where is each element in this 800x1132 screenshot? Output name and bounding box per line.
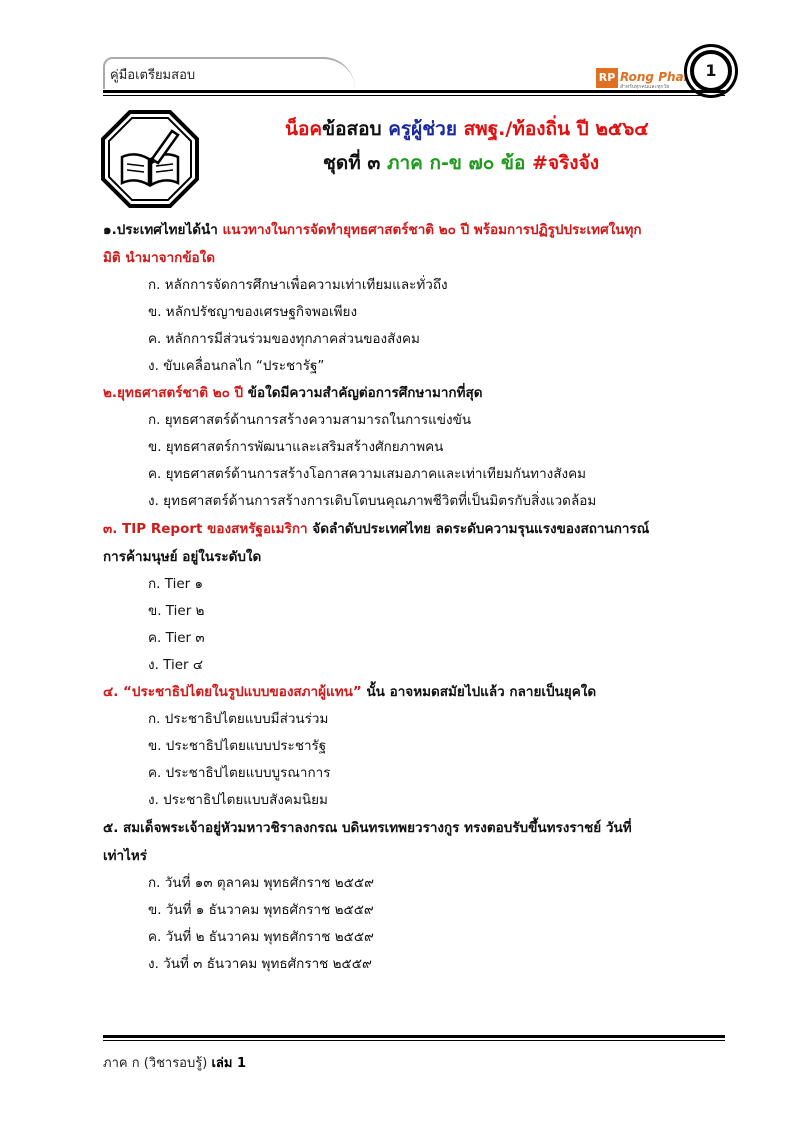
footer-rule bbox=[103, 1035, 725, 1038]
question-highlight: ๒.ยุทธศาสตร์ชาติ ๒๐ ปี bbox=[103, 385, 244, 401]
title-set: ชุดที่ ๓ bbox=[323, 152, 387, 174]
option: ง. ประชาธิปไตยแบบสังคมนิยม bbox=[148, 792, 328, 808]
option: ค. วันที่ ๒ ธันวาคม พุทธศักราช ๒๕๕๙ bbox=[148, 929, 374, 945]
question-highlight: ๓. TIP Report ของสหรัฐอเมริกา bbox=[103, 521, 308, 537]
book-pencil-icon bbox=[100, 109, 200, 209]
option: ก. ประชาธิปไตยแบบมีส่วนร่วม bbox=[148, 711, 329, 727]
header-rule-thin bbox=[103, 95, 725, 96]
footer bbox=[103, 1052, 246, 1073]
logo-mark: RP bbox=[596, 68, 618, 88]
question-text: จัดลำดับประเทศไทย ลดระดับความรุนแรงของสถานการณ์ bbox=[307, 521, 650, 537]
logo-tagline: สำหรับทุกคนและทุกวัย bbox=[620, 84, 670, 90]
title-line-2 bbox=[323, 148, 599, 178]
option: ค. ยุทธศาสตร์ด้านการสร้างโอกาสความเสมอภาคและเท่าเทียมกันทางสังคม bbox=[148, 466, 587, 482]
question-1 bbox=[103, 218, 642, 240]
header-rule bbox=[103, 90, 725, 93]
option: ง. ขับเคลื่อนกลไก “ประชารัฐ” bbox=[148, 358, 325, 374]
title-line-1 bbox=[285, 114, 649, 144]
option: ข. Tier ๒ bbox=[148, 603, 205, 619]
question-3-cont bbox=[103, 545, 261, 567]
option: ก. Tier ๑ bbox=[148, 576, 204, 592]
question-highlight: แนวทางในการจัดทำยุทธศาสตร์ชาติ ๒๐ ปี พร้อมการปฏิรูปประเทศในทุก bbox=[222, 222, 642, 238]
footer-text: ภาค ก (วิชารอบรู้) bbox=[103, 1056, 212, 1071]
option: ง. ยุทธศาสตร์ด้านการสร้างการเติบโตบนคุณภาพชีวิตที่เป็นมิตรกับสิ่งแวดล้อม bbox=[148, 493, 597, 509]
option: ค. ประชาธิปไตยแบบบูรณาการ bbox=[148, 765, 331, 781]
title-hashtag: #จริงจัง bbox=[532, 152, 599, 174]
option: ข. ประชาธิปไตยแบบประชารัฐ bbox=[148, 738, 327, 754]
question-2 bbox=[103, 381, 483, 403]
footer-volume: เล่ม 1 bbox=[211, 1056, 246, 1071]
question-5 bbox=[103, 816, 632, 838]
footer-rule-thin bbox=[103, 1040, 725, 1041]
option: ค. Tier ๓ bbox=[148, 630, 205, 646]
title-items: ข้อ bbox=[494, 152, 533, 174]
option: ง. Tier ๔ bbox=[148, 657, 204, 673]
option: ข. วันที่ ๑ ธันวาคม พุทธศักราช ๒๕๕๙ bbox=[148, 902, 374, 918]
page-number: 1 bbox=[690, 50, 732, 92]
question-5-cont bbox=[103, 844, 147, 866]
question-text: ๕. สมเด็จพระเจ้าอยู่หัวมหาวชิราลงกรณ บดินทรเทพยวรางกูร ทรงตอบรับขึ้นทรงราชย์ วันที่ bbox=[103, 820, 632, 836]
question-4 bbox=[103, 680, 596, 702]
option: ค. หลักการมีส่วนร่วมของทุกภาคส่วนของสังคม bbox=[148, 331, 420, 347]
title-agency: สพฐ./ท้องถิ่น ปี ๒๕๖๔ bbox=[456, 118, 649, 140]
title-knock: น็อค bbox=[285, 118, 323, 140]
title-part: ภาค ก-ข ๗๐ bbox=[386, 152, 495, 174]
logo-name: Rong Phai bbox=[620, 70, 688, 84]
question-text: ๑.ประเทศไทยได้นำ bbox=[103, 222, 223, 238]
question-highlight: ๔. “ประชาธิปไตยในรูปแบบของสภาผู้แทน” bbox=[103, 684, 362, 700]
title-role: ครูผู้ช่วย bbox=[388, 118, 457, 140]
question-text: การค้ามนุษย์ อยู่ในระดับใด bbox=[103, 549, 262, 565]
option: ก. ยุทธศาสตร์ด้านการสร้างความสามารถในการแข่งขัน bbox=[148, 412, 472, 428]
option: ข. หลักปรัชญาของเศรษฐกิจพอเพียง bbox=[148, 304, 358, 320]
question-text: เท่าไหร่ bbox=[103, 848, 148, 864]
option: ก. วันที่ ๑๓ ตุลาคม พุทธศักราช ๒๕๕๙ bbox=[148, 875, 374, 891]
title-exam: ข้อสอบ bbox=[322, 118, 389, 140]
header-section-label: คู่มือเตรียมสอบ bbox=[110, 68, 196, 83]
question-text: นั้น อาจหมดสมัยไปแล้ว กลายเป็นยุคใด bbox=[361, 684, 597, 700]
option: ข. ยุทธศาสตร์การพัฒนาและเสริมสร้างศักยภาพคน bbox=[148, 439, 444, 455]
question-highlight: มิติ นำมาจากข้อใด bbox=[103, 250, 216, 266]
question-1-cont bbox=[103, 246, 215, 268]
question-3 bbox=[103, 517, 649, 539]
option: ก. หลักการจัดการศึกษาเพื่อความเท่าเทียมและทั่วถึง bbox=[148, 277, 448, 293]
option: ง. วันที่ ๓ ธันวาคม พุทธศักราช ๒๕๕๙ bbox=[148, 956, 372, 972]
brand-logo bbox=[596, 56, 688, 90]
question-text: ข้อใดมีความสำคัญต่อการศึกษามากที่สุด bbox=[243, 385, 483, 401]
